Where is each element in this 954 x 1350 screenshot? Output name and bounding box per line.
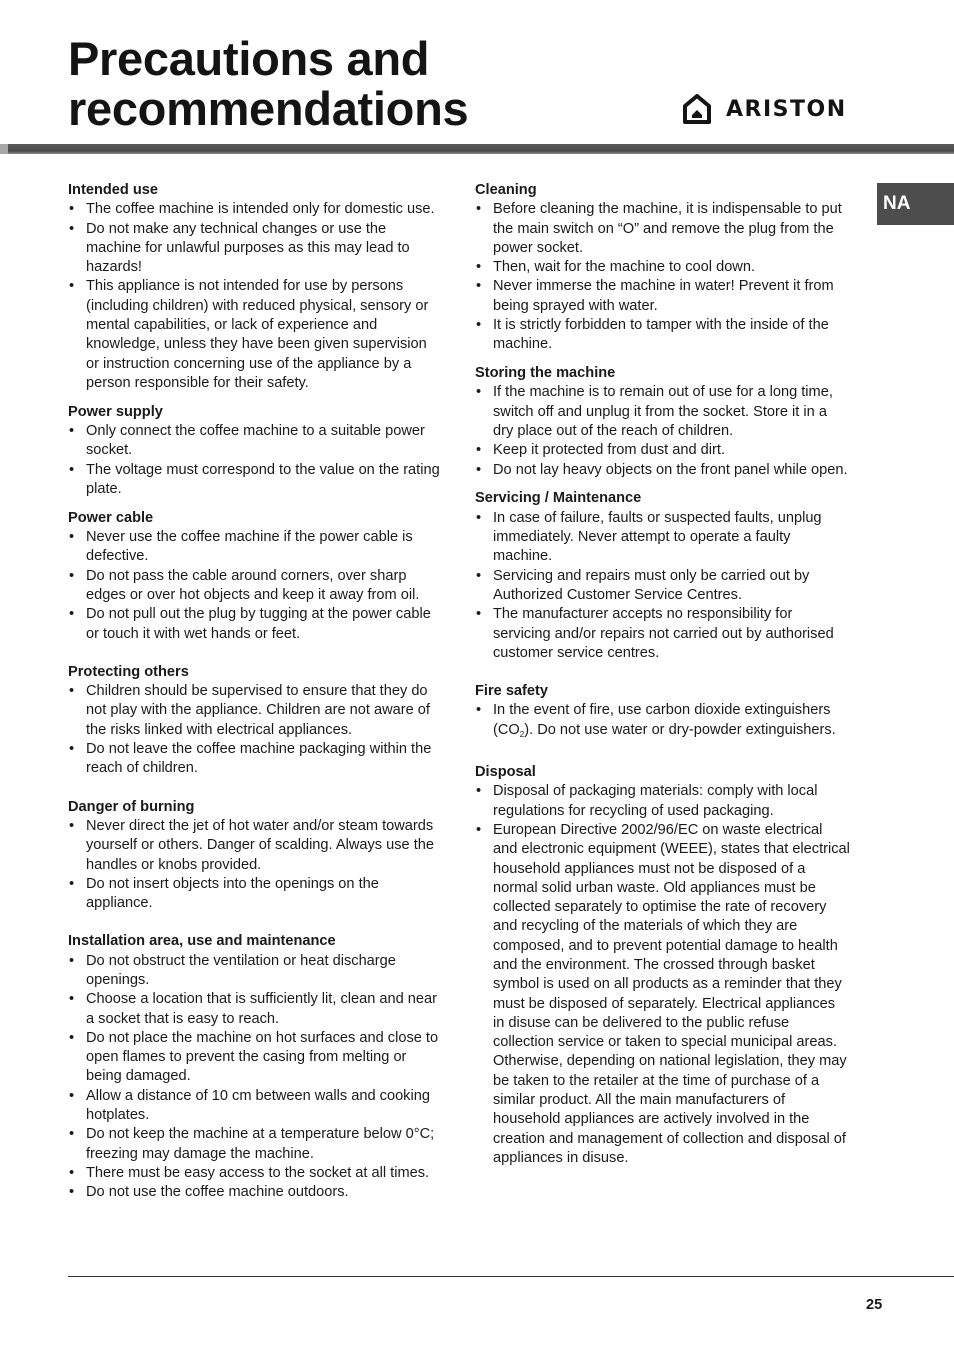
- list-item: • Do not insert objects into the openings on the appliance.: [68, 875, 440, 914]
- list-item: • In case of failure, faults or suspected faults, unplug immediately. Never attempt to operate a faulty machine.: [475, 509, 850, 567]
- list-item: • Allow a distance of 10 cm between walls and cooking hotplates.: [68, 1087, 440, 1126]
- bullet-list: [475, 383, 850, 479]
- bullet-list: [475, 782, 850, 1168]
- list-item: • Before cleaning the machine, it is indispensable to put the main switch on “O” and remove the plug from the power socket.: [475, 200, 850, 258]
- section-heading: Disposal: [475, 764, 536, 781]
- list-item: • Do not pass the cable around corners, over sharp edges or over hot objects and keep it away from oil.: [68, 567, 440, 606]
- list-item: • Do not lay heavy objects on the front panel while open.: [475, 461, 850, 480]
- section-heading: Power cable: [68, 509, 154, 526]
- page-title: [68, 34, 468, 134]
- list-item: • Disposal of packaging materials: comply with local regulations for recycling of used packaging.: [475, 782, 850, 821]
- section-heading: Power supply: [68, 403, 163, 420]
- list-item: • The voltage must correspond to the value on the rating plate.: [68, 461, 440, 500]
- bullet-list: [475, 200, 850, 354]
- title-line-2: recommendations: [68, 82, 469, 135]
- section-cleaning: [475, 181, 850, 355]
- list-item: • Servicing and repairs must only be carried out by Authorized Customer Service Centres.: [475, 567, 850, 606]
- list-item: • Do not make any technical changes or use the machine for unlawful purposes as this may lead to hazards!: [68, 220, 440, 278]
- left-column: [68, 181, 440, 1203]
- section-fire-safety: [475, 682, 850, 744]
- list-item: • Never immerse the machine in water! Prevent it from being sprayed with water.: [475, 277, 850, 316]
- list-item: • Never use the coffee machine if the power cable is defective.: [68, 528, 440, 567]
- bullet-list: [68, 682, 440, 778]
- fire-text-after: ). Do not use water or dry-powder extinguishers.: [524, 721, 836, 738]
- section-installation-area: [68, 932, 440, 1202]
- footer-rule: [68, 1276, 954, 1277]
- section-storing-the-machine: [475, 364, 850, 480]
- list-item: • Keep it protected from dust and dirt.: [475, 441, 850, 460]
- list-item: • The coffee machine is intended only for domestic use.: [68, 200, 440, 219]
- list-item: • Do not keep the machine at a temperature below 0°C; freezing may damage the machine.: [68, 1125, 440, 1164]
- bullet-list: [68, 817, 440, 913]
- header-rule: [0, 144, 954, 154]
- section-power-supply: [68, 403, 440, 499]
- list-item: • Do not pull out the plug by tugging at the power cable or touch it with wet hands or feet.: [68, 605, 440, 644]
- language-tab: NA: [877, 183, 954, 225]
- section-heading: Fire safety: [475, 683, 549, 700]
- section-heading: Servicing / Maintenance: [475, 490, 642, 507]
- section-heading: Intended use: [68, 182, 159, 198]
- list-item: • European Directive 2002/96/EC on waste electrical and electronic equipment (WEEE), states that electrical household appliances must not be disposed of a normal solid urban waste. Old appliances must be collected separately to optimise the rate of recovery and recycling of the materials of which they are composed, and to prevent potential damage to health and the environment. The crossed through basket symbol is used on all products as a reminder that they must be disposed of separately. Electrical appliances in disuse can be delivered to the public refuse collection service or taken to special municipal areas. Otherwise, depending on national legislation, they may be taken to the retailer at the time of purchase of a similar product. All the main manufacturers of household appliances are actively involved in the creation and management of collection and disposal of appliances in disuse.: [475, 821, 850, 1168]
- section-heading: Cleaning: [475, 182, 537, 198]
- list-item: • Do not leave the coffee machine packaging within the reach of children.: [68, 740, 440, 779]
- section-protecting-others: [68, 663, 440, 779]
- section-heading: Storing the machine: [475, 365, 616, 382]
- bullet-list: [475, 509, 850, 663]
- title-line-1: Precautions and: [68, 32, 430, 85]
- section-danger-of-burning: [68, 798, 440, 914]
- list-item: • Do not obstruct the ventilation or heat discharge openings.: [68, 952, 440, 991]
- fire-text-before: In the event of fire, use carbon dioxide extinguishers (CO: [493, 702, 831, 738]
- list-item: • If the machine is to remain out of use for a long time, switch off and unplug it from the socket. Store it in a dry place out of the reach of children.: [475, 383, 850, 441]
- list-item: • Only connect the coffee machine to a suitable power socket.: [68, 422, 440, 461]
- section-power-cable: [68, 509, 440, 644]
- list-item: • Then, wait for the machine to cool down.: [475, 258, 850, 277]
- list-item: [475, 701, 850, 744]
- list-item: • Choose a location that is sufficiently lit, clean and near a socket that is easy to reach.: [68, 990, 440, 1029]
- section-servicing-maintenance: [475, 489, 850, 663]
- list-item: • This appliance is not intended for use by persons (including children) with reduced physical, sensory or mental capabilities, or lack of experience and knowledge, unless they have been given supervision or instruction concerning use of the appliance by a person responsible for their safety.: [68, 277, 440, 393]
- list-item: • Do not use the coffee machine outdoors.: [68, 1183, 440, 1202]
- bullet-list: [68, 422, 440, 499]
- bullet-list: [68, 200, 440, 393]
- list-item: • Children should be supervised to ensure that they do not play with the appliance. Children are not aware of the risks linked with electrical appliances.: [68, 682, 440, 740]
- bullet-list: [68, 528, 440, 644]
- list-item: • It is strictly forbidden to tamper with the inside of the machine.: [475, 316, 850, 355]
- list-item: • Never direct the jet of hot water and/or steam towards yourself or others. Danger of scalding. Always use the handles or knobs provided.: [68, 817, 440, 875]
- bullet-list: [475, 701, 850, 744]
- house-logo-icon: [682, 93, 712, 125]
- section-intended-use: [68, 181, 440, 393]
- list-item: • The manufacturer accepts no responsibility for servicing and/or repairs not carried out by authorised customer service centres.: [475, 605, 850, 663]
- header-rule-accent: [0, 144, 8, 154]
- brand-name: ARISTON: [726, 96, 847, 122]
- section-heading: Danger of burning: [68, 798, 195, 815]
- right-column: [475, 181, 850, 1168]
- section-disposal: [475, 763, 850, 1168]
- bullet-list: [68, 952, 440, 1203]
- section-heading: Protecting others: [68, 663, 189, 680]
- list-item: • There must be easy access to the socket at all times.: [68, 1164, 440, 1183]
- section-heading: Installation area, use and maintenance: [68, 933, 336, 950]
- co2-subscript: 2: [519, 729, 525, 739]
- page-number: 25: [866, 1297, 883, 1313]
- brand-logo: [682, 92, 847, 126]
- list-item: • Do not place the machine on hot surfaces and close to open flames to prevent the casing from melting or being damaged.: [68, 1029, 440, 1087]
